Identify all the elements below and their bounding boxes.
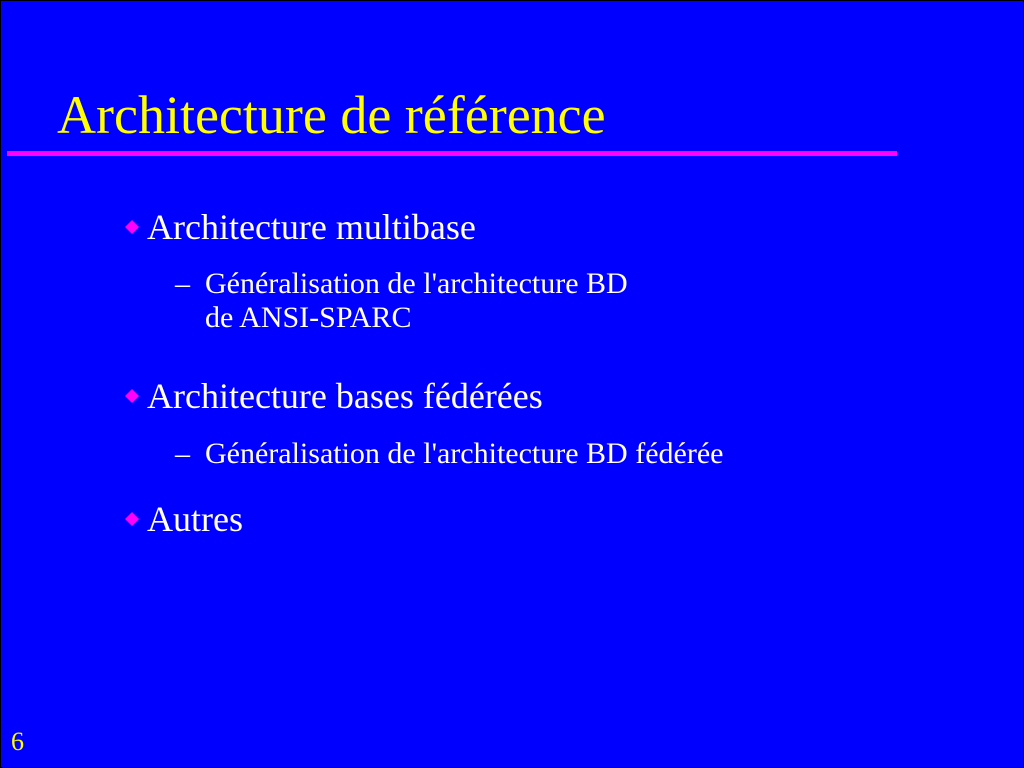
bullet-item-architecture-multibase bbox=[125, 207, 476, 247]
magenta-diamond-bullet-icon bbox=[125, 512, 139, 526]
magenta-diamond-bullet-icon bbox=[125, 389, 139, 403]
sub-item-line-1: Généralisation de l'architecture BD fédérée bbox=[205, 437, 724, 470]
sub-item-line-2: de ANSI-SPARC bbox=[205, 301, 412, 334]
page-number: 6 bbox=[11, 727, 24, 756]
dash-marker: – bbox=[175, 437, 190, 470]
slide bbox=[1, 1, 1023, 767]
title-underline bbox=[7, 151, 897, 156]
magenta-diamond-bullet-icon bbox=[125, 220, 139, 234]
dash-marker: – bbox=[175, 267, 190, 300]
sub-item-line-1: Généralisation de l'architecture BD bbox=[205, 267, 628, 300]
sub-item-generalisation-ansi-sparc bbox=[175, 267, 628, 335]
bullet-label: Architecture bases fédérées bbox=[147, 376, 543, 416]
bullet-label: Autres bbox=[147, 499, 243, 539]
bullet-label: Architecture multibase bbox=[147, 207, 476, 247]
slide-title: Architecture de référence bbox=[57, 85, 606, 145]
sub-item-generalisation-bd-federee bbox=[175, 437, 723, 471]
bullet-item-architecture-bases-federees bbox=[125, 376, 543, 416]
bullet-item-autres bbox=[125, 499, 243, 539]
